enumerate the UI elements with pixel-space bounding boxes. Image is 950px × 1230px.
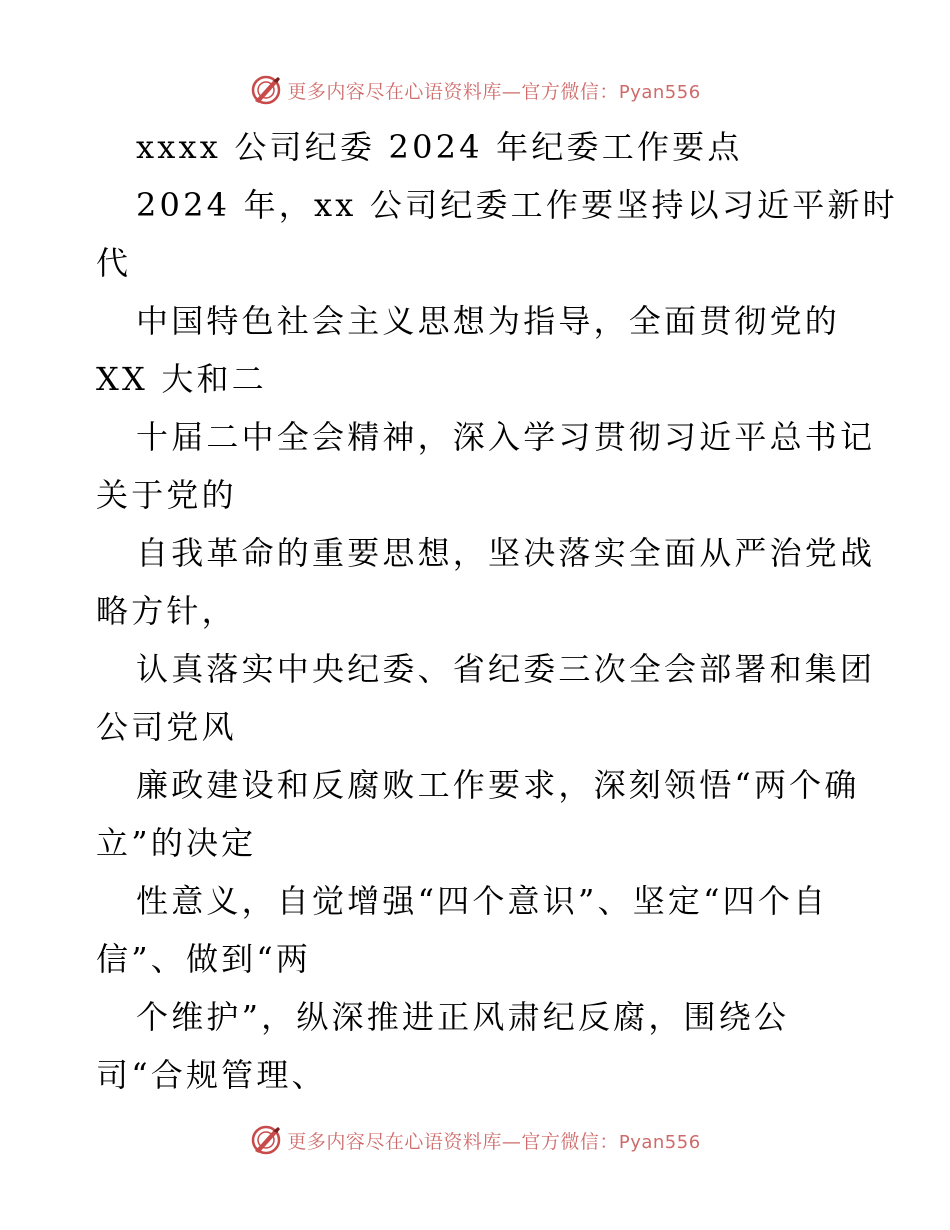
- pen-seal-icon: [249, 73, 283, 107]
- text-line: 个维护”，纵深推进正风肃纪反腐，围绕公: [136, 998, 790, 1036]
- text-line: 廉政建设和反腐败工作要求，深刻领悟“两个确: [136, 766, 860, 804]
- text-line: 代: [96, 244, 132, 282]
- text-line: 信”、做到“两: [96, 940, 312, 978]
- watermark-text: 更多内容尽在心语资料库—官方微信：Pyan556: [287, 80, 701, 103]
- text-line: 略方针，: [96, 592, 237, 630]
- text-line: 关于党的: [96, 476, 237, 514]
- document-body: [96, 118, 898, 1104]
- text-line: XX 大和二: [96, 360, 267, 398]
- watermark-text: 更多内容尽在心语资料库—官方微信：Pyan556: [287, 1130, 701, 1153]
- watermark-banner-bottom: [0, 1120, 950, 1160]
- watermark-banner-top: [0, 70, 950, 110]
- text-line: 2024 年，xx 公司纪委工作要坚持以习近平新时: [136, 186, 898, 224]
- text-line: 公司党风: [96, 708, 237, 746]
- text-line: 认真落实中央纪委、省纪委三次全会部署和集团: [136, 650, 876, 688]
- text-line: 司“合规管理、: [96, 1056, 327, 1094]
- text-line: 性意义，自觉增强“四个意识”、坚定“四个自: [136, 882, 829, 920]
- text-line: 十届二中全会精神，深入学习贯彻习近平总书记: [136, 418, 876, 456]
- text-line: 中国特色社会主义思想为指导，全面贯彻党的: [136, 302, 841, 340]
- document-title: xxxx 公司纪委 2024 年纪委工作要点: [136, 128, 743, 166]
- pen-seal-icon: [249, 1123, 283, 1157]
- text-line: 自我革命的重要思想，坚决落实全面从严治党战: [136, 534, 876, 572]
- text-line: 立”的决定: [96, 824, 257, 862]
